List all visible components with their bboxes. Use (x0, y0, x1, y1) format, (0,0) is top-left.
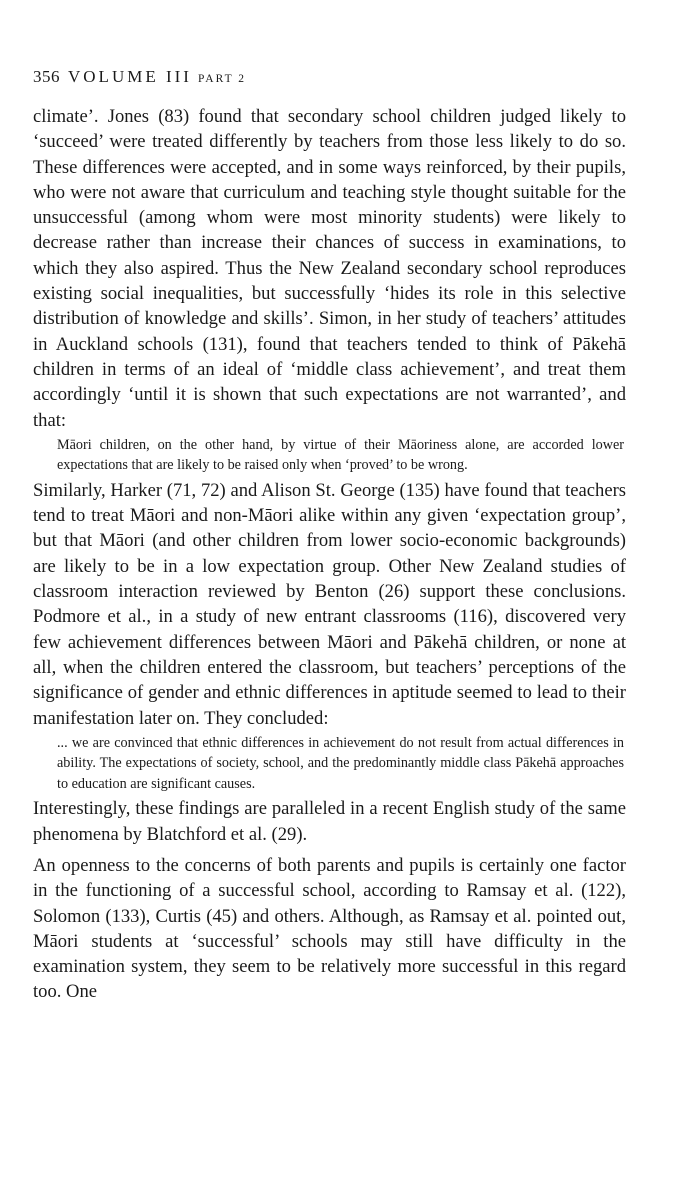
running-head (33, 62, 626, 92)
block-quote-1: Māori children, on the other hand, by virtue of their Māoriness alone, are accorded lower expectations that are likely to be raised only when ‘proved’ to be wrong. (57, 436, 624, 474)
paragraph-4: An openness to the concerns of both parents and pupils is certainly one factor in the functioning of a successful school, according to Ramsay et al. (122), Solomon (133), Curtis (45) and others. Although, as Ramsay et al. pointed out, Māori students at ‘successful’ schools may still have difficulty in the examination system, they seem to be relatively more successful in this regard too. One (33, 854, 626, 1003)
block-quote-2: ... we are convinced that ethnic differences in achievement do not result from actual differences in ability. The expectations of society, school, and the predominantly middle class Pākehā approaches to education are significant causes. (57, 734, 624, 792)
part-label: PART 2 (197, 73, 247, 85)
page-number: 356 (33, 67, 60, 86)
book-page (33, 62, 626, 1005)
paragraph-1: climate’. Jones (83) found that secondary school children judged likely to ‘succeed’ were treated differently by teachers from those less likely to do so. These differences were accepted, and in some ways reinforced, by their pupils, who were not aware that curriculum and teaching style thought suitable for the unsuccessful (among whom were most minority students) were likely to decrease rather than increase their chances of success in examinations, to which they also aspired. Thus the New Zealand secondary school reproduces existing social inequalities, but successfully ‘hides its role in this selective distribution of knowledge and skills’. Simon, in her study of teachers’ attitudes in Auckland schools (131), found that teachers tended to think of Pākehā children in terms of an ideal of ‘middle class achievement’, and treat them accordingly ‘until it is shown that such expectations are not warranted’, and that: (33, 106, 626, 431)
body-text (33, 104, 626, 1005)
paragraph-2: Similarly, Harker (71, 72) and Alison St. George (135) have found that teachers tend to treat Māori and non-Māori alike within any given ‘expectation group’, but that Māori (and other children from lower socio-economic backgrounds) are likely to be in a low expectation group. Other New Zealand studies of classroom interaction reviewed by Benton (26) support these conclusions. Podmore et al., in a study of new entrant classrooms (116), discovered very few achievement differences between Māori and Pākehā children, or none at all, when the children entered the classroom, but teachers’ perceptions of the significance of gender and ethnic differences in aptitude seemed to lead to their manifestation later on. They concluded: (33, 479, 626, 729)
paragraph-3: Interestingly, these findings are paralleled in a recent English study of the same phenomena by Blatchford et al. (29). (33, 798, 626, 845)
volume-label: VOLUME III (68, 67, 192, 86)
